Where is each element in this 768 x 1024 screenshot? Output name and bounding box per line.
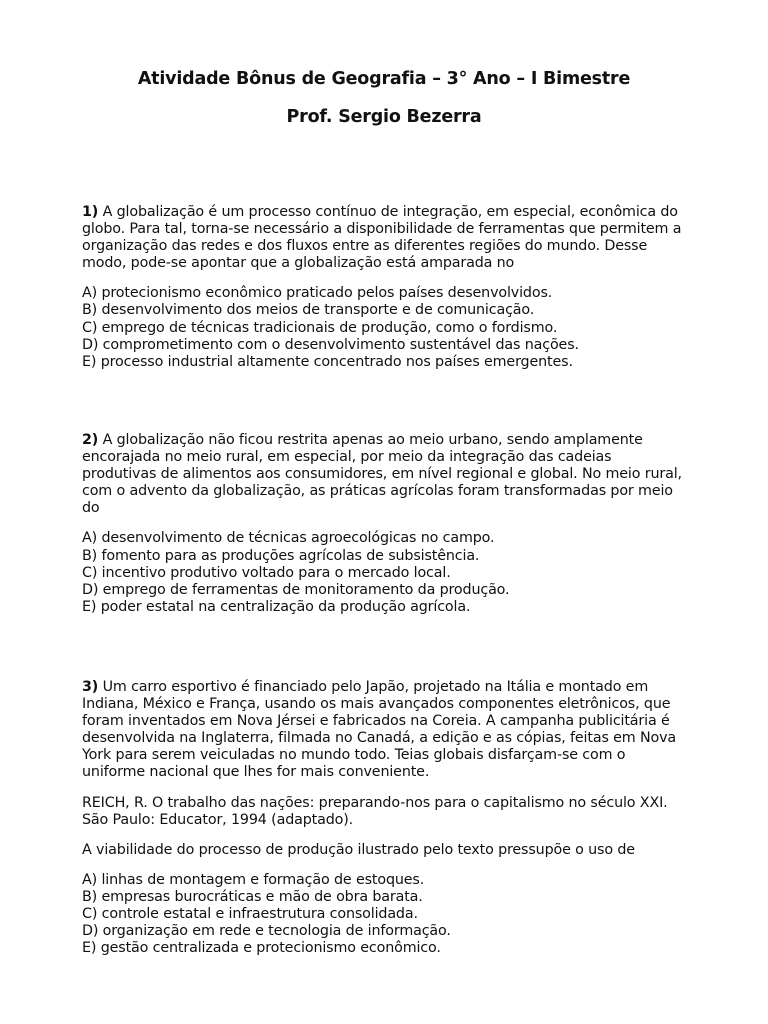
source-citation — [82, 795, 692, 829]
question-2-options — [82, 530, 692, 615]
answer-option: D) organização em rede e tecnologia de informação. — [82, 923, 451, 940]
question-3 — [82, 679, 692, 957]
answer-option: E) poder estatal na centralização da produção agrícola. — [82, 598, 471, 615]
answer-option: B) desenvolvimento dos meios de transporte e de comunicação. — [82, 302, 535, 319]
answer-option: B) empresas burocráticas e mão de obra barata. — [82, 888, 423, 905]
answer-option: A) linhas de montagem e formação de estoques. — [82, 871, 425, 888]
answer-option: A) desenvolvimento de técnicas agroecológicas no campo. — [82, 530, 495, 547]
question-line: Indiana, México e França, usando os mais avançados componentes eletrônicos, que — [82, 696, 671, 713]
question-line: foram inventados em Nova Jérsei e fabricados na Coreia. A campanha publicitária é — [82, 713, 670, 730]
question-line: do — [82, 500, 100, 517]
question-1-text — [82, 204, 692, 272]
question-2-text — [82, 432, 692, 517]
question-number: 3) — [82, 679, 99, 695]
question-1-options — [82, 285, 692, 370]
question-line: 2) A globalização não ficou restrita apenas ao meio urbano, sendo amplamente — [82, 432, 643, 448]
question-1 — [82, 204, 692, 371]
question-3-prompt — [82, 842, 692, 859]
answer-option: D) comprometimento com o desenvolvimento sustentável das nações. — [82, 336, 579, 353]
question-line: encorajada no meio rural, em especial, por meio da integração das cadeias — [82, 449, 612, 466]
answer-option: C) incentivo produtivo voltado para o mercado local. — [82, 564, 451, 581]
answer-option: B) fomento para as produções agrícolas de subsistência. — [82, 547, 480, 564]
answer-option: C) controle estatal e infraestrutura consolidada. — [82, 906, 418, 923]
question-3-options — [82, 872, 692, 957]
answer-option: A) protecionismo econômico praticado pelos países desenvolvidos. — [82, 285, 553, 302]
citation-line: São Paulo: Educator, 1994 (adaptado). — [82, 811, 354, 828]
question-line: organização das redes e dos fluxos entre as diferentes regiões do mundo. Desse — [82, 238, 648, 255]
question-2 — [82, 432, 692, 616]
question-3-text — [82, 679, 692, 782]
answer-option: D) emprego de ferramentas de monitoramento da produção. — [82, 581, 510, 598]
question-number: 1) — [82, 204, 99, 220]
answer-option: E) gestão centralizada e protecionismo econômico. — [82, 940, 441, 957]
question-number: 2) — [82, 432, 99, 448]
document-author: Prof. Sergio Bezerra — [286, 107, 482, 127]
question-line: com o advento da globalização, as práticas agrícolas foram transformadas por meio — [82, 483, 673, 500]
answer-option: E) processo industrial altamente concentrado nos países emergentes. — [82, 353, 573, 370]
question-line: modo, pode-se apontar que a globalização está amparada no — [82, 255, 515, 272]
question-line: produtivas de alimentos aos consumidores, em nível regional e global. No meio rural, — [82, 466, 682, 483]
question-line: York para serem veiculadas no mundo todo. Teias globais disfarçam-se com o — [82, 747, 626, 764]
prompt-line: A viabilidade do processo de produção ilustrado pelo texto pressupõe o uso de — [82, 841, 635, 858]
question-line: desenvolvida na Inglaterra, filmada no Canadá, a edição e as cópias, feitas em Nova — [82, 730, 677, 747]
question-line: uniforme nacional que lhes for mais conveniente. — [82, 764, 430, 781]
question-line: 1) A globalização é um processo contínuo de integração, em especial, econômica do — [82, 204, 678, 220]
document-title: Atividade Bônus de Geografia – 3° Ano – I Bimestre — [137, 69, 631, 89]
answer-option: C) emprego de técnicas tradicionais de produção, como o fordismo. — [82, 319, 558, 336]
question-line: globo. Para tal, torna-se necessário a disponibilidade de ferramentas que permitem a — [82, 221, 682, 238]
question-line: 3) Um carro esportivo é financiado pelo Japão, projetado na Itália e montado em — [82, 679, 649, 695]
citation-line: REICH, R. O trabalho das nações: preparando-nos para o capitalismo no século XXI. — [82, 794, 668, 811]
